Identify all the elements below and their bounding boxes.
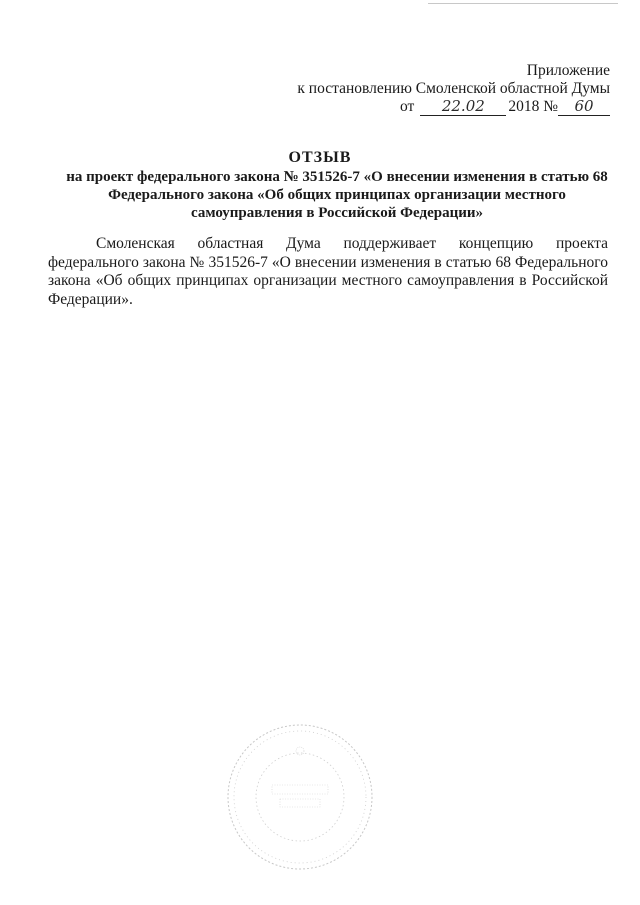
appendix-date-line (297, 98, 610, 116)
subtitle-line: Федерального закона «Об общих принципах организации местного (108, 187, 566, 203)
appendix-resolution: к постановлению Смоленской областной Думы (297, 80, 610, 97)
appendix-block (297, 62, 610, 116)
subtitle-line: самоуправления в Российской Федерации» (191, 205, 483, 221)
appendix-label: Приложение (526, 62, 610, 79)
year-number-label: 2018 № (508, 98, 558, 115)
subtitle-line: на проект федерального закона № 351526-7 «О внесении изменения в статью 68 (66, 169, 608, 185)
official-seal-stamp (224, 721, 376, 873)
document-title: ОТЗЫВ (288, 149, 352, 166)
top-divider (428, 3, 618, 4)
document-subtitle (50, 168, 624, 222)
date-handwritten: 22.02 (420, 98, 506, 116)
document-body: Смоленская областная Дума поддерживает концепцию проекта федерального закона № 351526-7 «О внесении изменения в статью 68 Федерального закона «Об общих принципах организации местного самоуправления в Российской Федерации». (48, 235, 608, 308)
from-label: от (400, 98, 415, 115)
number-handwritten: 60 (558, 98, 610, 116)
